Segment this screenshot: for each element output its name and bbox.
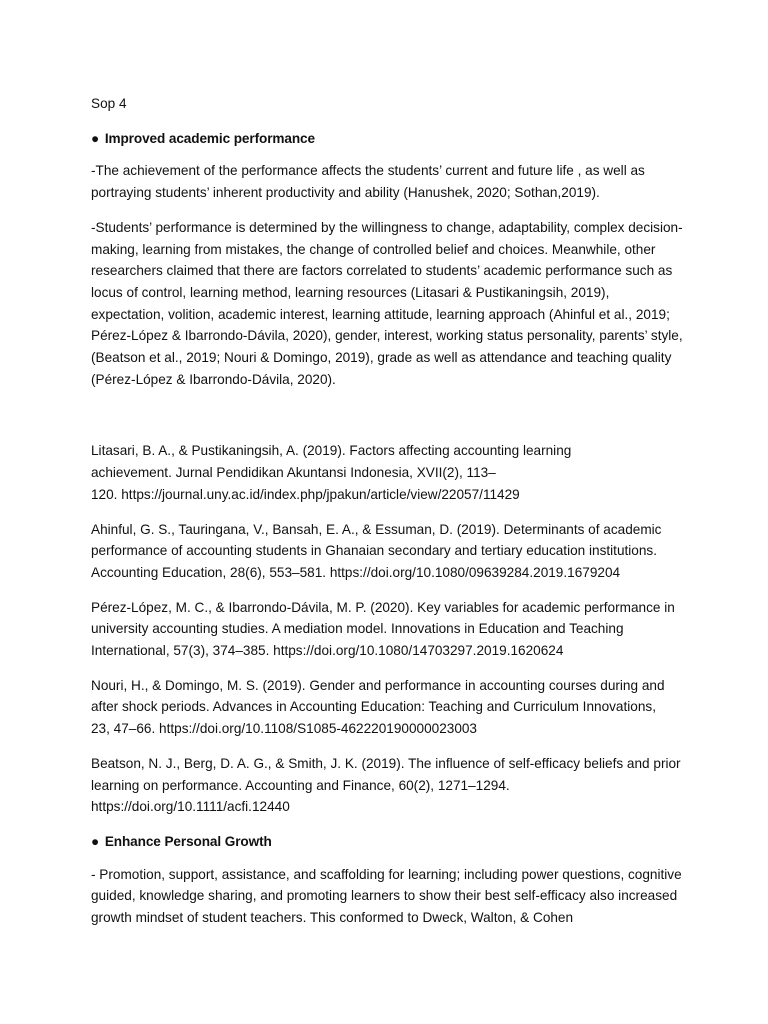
reference-line: after shock periods. Advances in Accounting Education: Teaching and Curriculum Innovations, (91, 699, 656, 715)
bullet-icon: ● (91, 833, 100, 849)
reference-line: https://doi.org/10.1111/acfi.12440 (91, 799, 290, 815)
section-heading-academic-performance (91, 128, 683, 150)
paragraph: -Students’ performance is determined by the willingness to change, adaptability, complex decision-making, learning from mistakes, the change of controlled belief and choices. Meanwhile, other researchers claimed that there are factors correlated to students’ academic performance such as locus of control, learning method, learning resources (Litasari & Pustikaningsih, 2019), expectation, volition, academic interest, learning attitude, learning approach (Ahinful et al., 2019; Pérez-López & Ibarrondo-Dávila, 2020), gender, interest, working status personality, parents’ style, (Beatson et al., 2019; Nouri & Domingo, 2019), grade as well as attendance and teaching quality (Pérez-López & Ibarrondo-Dávila, 2020). (91, 219, 683, 387)
section-title: Improved academic performance (104, 130, 315, 146)
paragraph: - Promotion, support, assistance, and scaffolding for learning; including power questions, cognitive guided, knowledge sharing, and promoting learners to show their best self-efficacy also increased growth mindset of student teachers. This conformed to Dweck, Walton, & Cohen (91, 866, 682, 926)
reference-line: Ahinful, G. S., Tauringana, V., Bansah, E. A., & Essuman, D. (2019). Determinants of academic (91, 521, 662, 537)
reference-entry (91, 597, 683, 662)
reference-line: Nouri, H., & Domingo, M. S. (2019). Gender and performance in accounting courses during and (91, 677, 665, 693)
document-page (91, 93, 683, 942)
reference-line: Litasari, B. A., & Pustikaningsih, A. (2019). Factors affecting accounting learning (91, 443, 572, 459)
reference-entry (91, 519, 683, 584)
reference-line: achievement. Jurnal Pendidikan Akuntansi Indonesia, XVII(2), 113– (91, 465, 496, 481)
reference-line: 120. https://journal.uny.ac.id/index.php/jpakun/article/view/22057/11429 (91, 486, 520, 502)
section-title: Enhance Personal Growth (104, 833, 272, 849)
paragraph: -The achievement of the performance affects the students’ current and future life , as well as portraying students’ inherent productivity and ability (Hanushek, 2020; Sothan,2019). (91, 163, 645, 201)
reference-line: International, 57(3), 374–385. https://doi.org/10.1080/14703297.2019.1620624 (91, 643, 564, 659)
reference-line: Accounting Education, 28(6), 553–581. https://doi.org/10.1080/09639284.2019.1679204 (91, 564, 621, 580)
reference-line: university accounting studies. A mediation model. Innovations in Education and Teaching (91, 621, 624, 637)
reference-line: Pérez-López, M. C., & Ibarrondo-Dávila, M. P. (2020). Key variables for academic performance in (91, 599, 675, 615)
reference-line: performance of accounting students in Ghanaian secondary and tertiary education institutions. (91, 543, 657, 559)
reference-entry (91, 753, 683, 818)
reference-entry (91, 675, 683, 740)
reference-entry (91, 440, 683, 505)
bullet-icon: ● (91, 130, 100, 146)
reference-line: Beatson, N. J., Berg, D. A. G., & Smith, J. K. (2019). The influence of self-efficacy beliefs and prior (91, 755, 681, 771)
document-label: Sop 4 (91, 96, 127, 111)
reference-line: learning on performance. Accounting and Finance, 60(2), 1271–1294. (91, 777, 510, 793)
section-heading-personal-growth (91, 831, 683, 853)
reference-line: 23, 47–66. https://doi.org/10.1108/S1085-462220190000023003 (91, 721, 477, 737)
